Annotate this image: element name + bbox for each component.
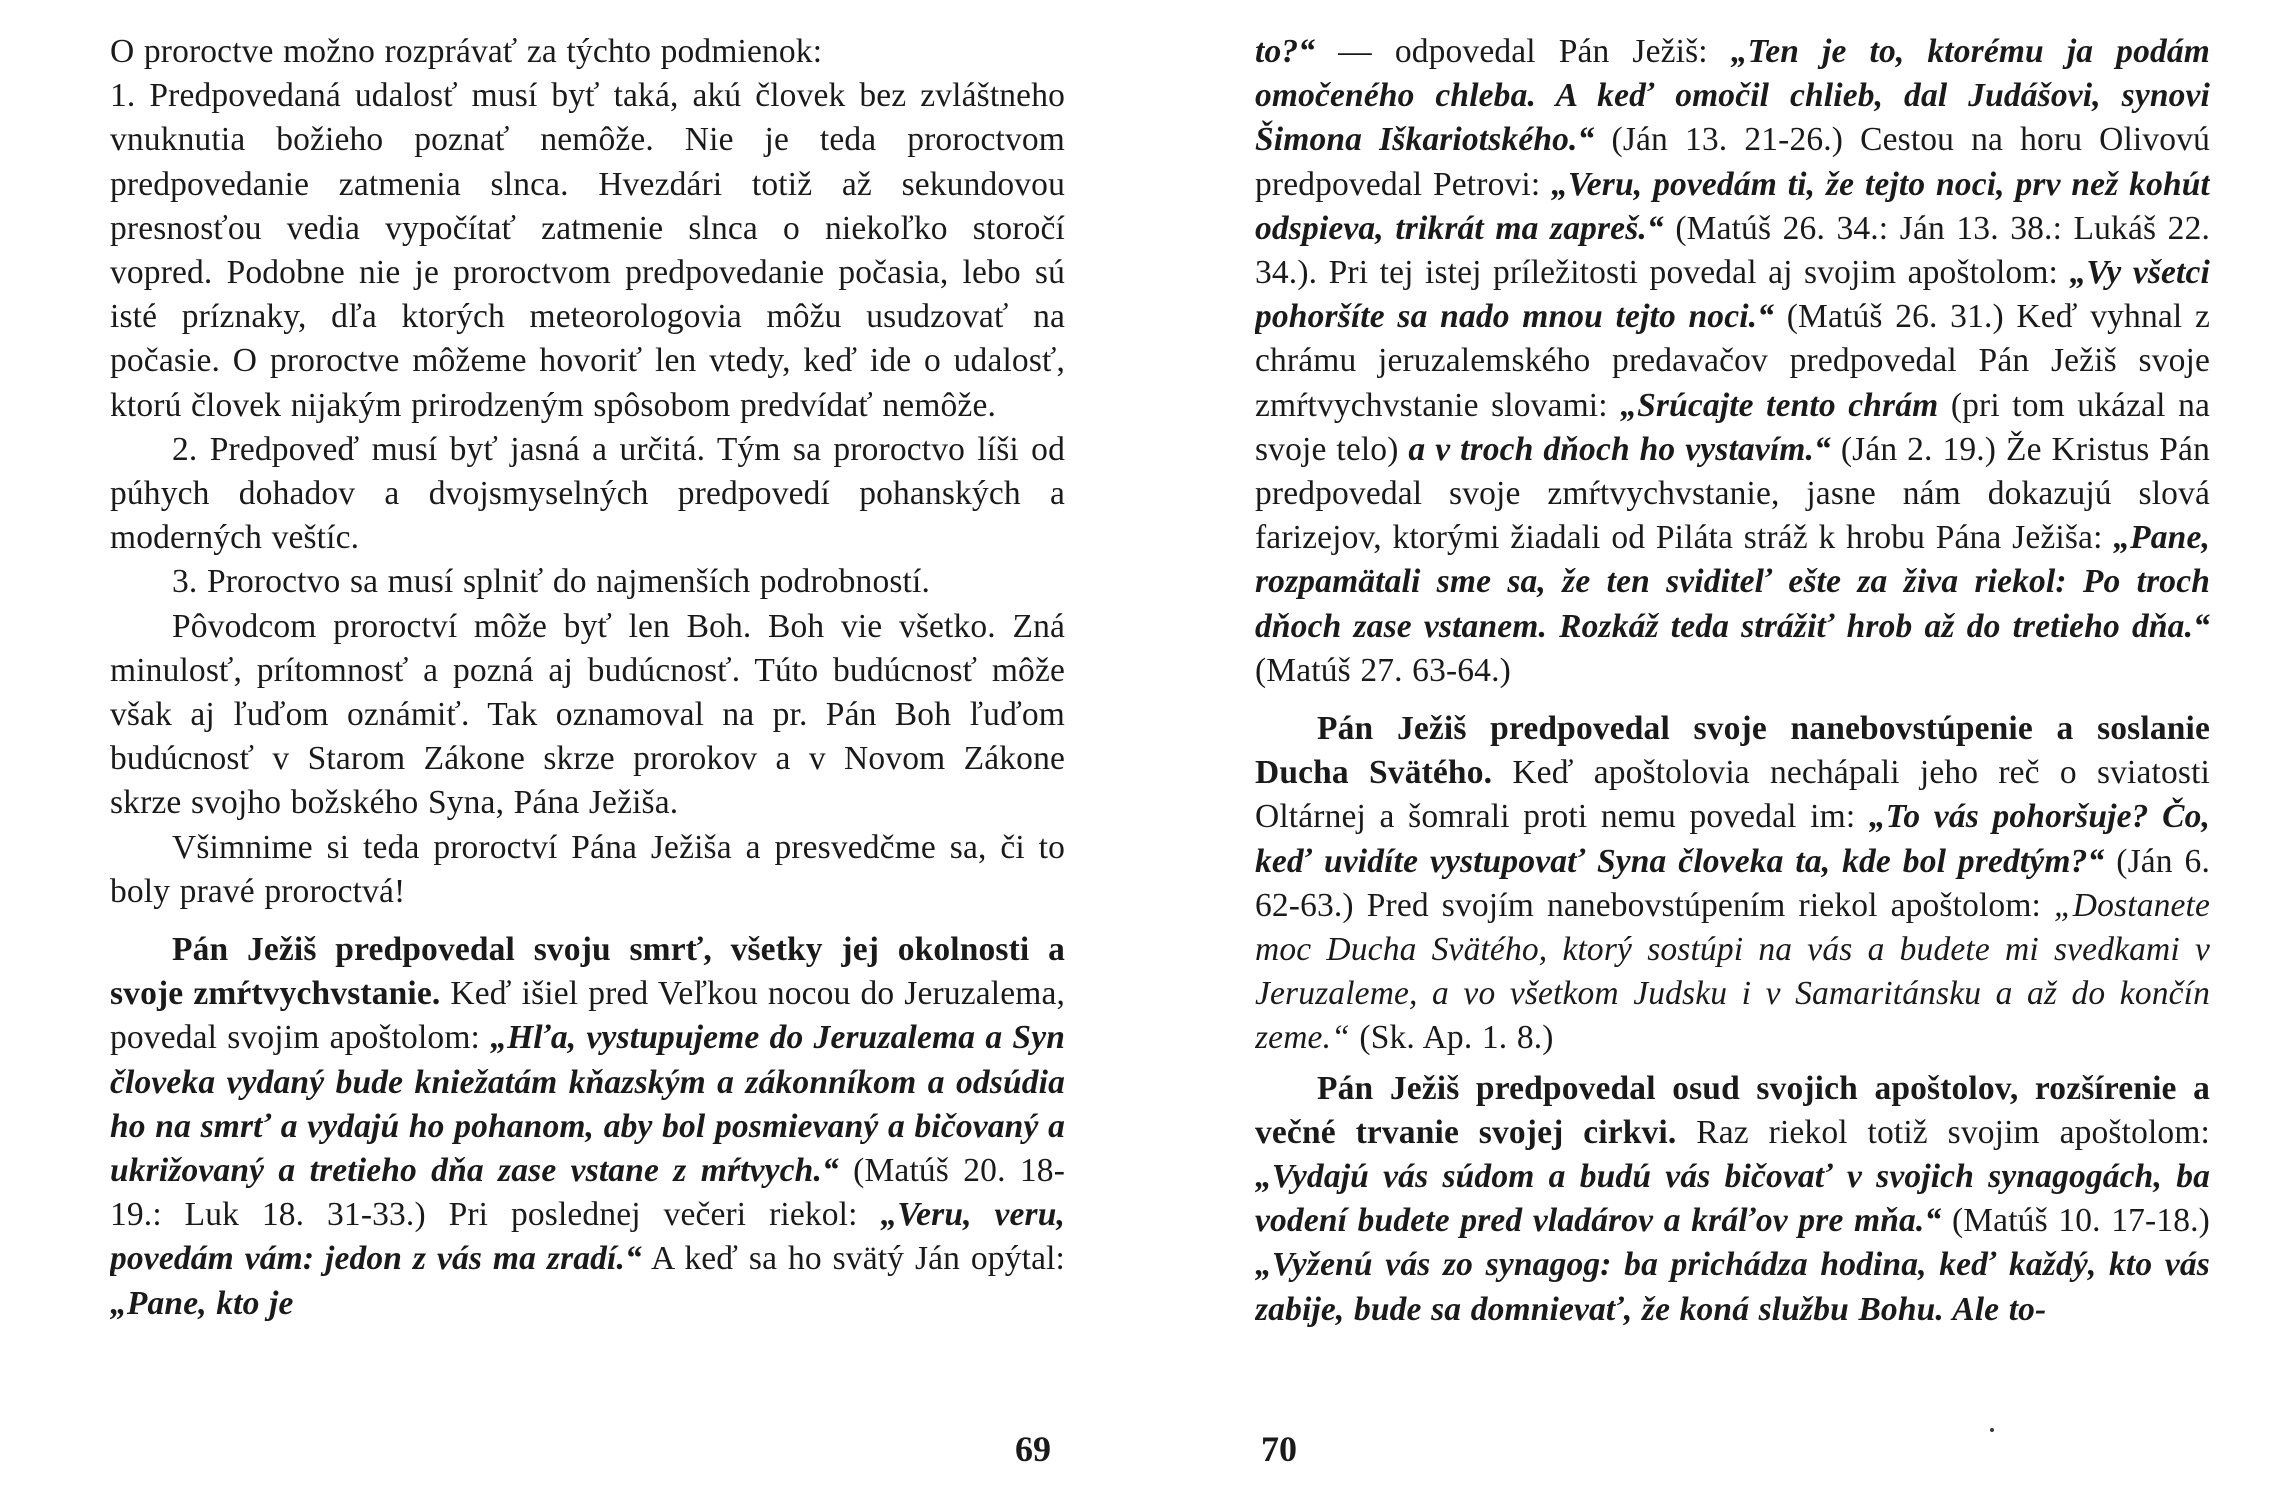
print-speck — [1990, 1428, 1994, 1432]
text-run: — odpovedal Pán Ježiš: — [1315, 33, 1731, 70]
bold-heading-run: Pán Ježiš predpovedal svoju smrť, všetky jej okolnosti a svoje zmŕtvychvstanie. — [110, 931, 1065, 1013]
text-run: (Matúš 27. 63-64.) — [1255, 651, 1511, 689]
text-run: 1. Predpovedaná udalosť musí byť taká, akú človek bez zvláštneho vnuknutia božieho poznať nemôže. Nie je teda proroctvom predpovedanie zatmenia slnca. Hvezdári totiž až sekundovou presnosťou vedia vypočítať zatmenie slnca o niekoľko storočí vopred. Podobne nie je proroctvom predpovedanie počasia, lebo sú isté príznaky, dľa ktorých meteorologovia môžu usudzovať na počasie. O proroctve môžeme hovoriť len vtedy, keď ide o udalosť, ktorú človek nijakým prirodzeným spôsobom predvídať nemôže. — [110, 77, 1065, 424]
text-run: (Ján 6. 62-63.) Pred svojím nanebovstúpením riekol apoštolom: — [1255, 842, 2210, 924]
text-run: (Matúš 26. 34.: Ján 13. 38.: Lukáš 22. 34.). Pri tej istej príležitosti povedal aj svojim apoštolom: — [1255, 209, 2210, 292]
bold-italic-quote-run: „Hľa, vystupujeme do Jeruzalema a Syn človeka vydaný bude kniežatám kňazským a zákonníkom a odsúdia ho na smrť a vydajú ho pohanom, aby bol posmievaný a bičovaný a ukrižovaný a tretieho dňa zase vstane z mŕtvych.“ — [110, 1019, 1065, 1190]
text-run: (Ján 2. 19.) Že Kristus Pán predpovedal svoje zmŕtvychvstanie, jasne nám dokazujú slová farizejov, ktorými žiadali od Piláta stráž k hrobu Pána Ježiša: — [1255, 430, 2210, 557]
paragraph — [110, 428, 1065, 561]
text-run: Raz riekol totiž svojim apoštolom: — [1676, 1113, 2210, 1151]
bold-italic-quote-run: „Pane, rozpamätali sme sa, že ten sviditeľ ešte za živa riekol: Po troch dňoch zase vstanem. Rozkáž teda strážiť hrob až do tretieho dňa.“ — [1255, 519, 2210, 645]
italic-quote-run: „Dostanete moc Ducha Svätého, ktorý sostúpi na vás a budete mi svedkami v Jeruzaleme, a vo všetkom Judsku i v Samaritánsku a až do končín zeme.“ — [1255, 886, 2210, 1057]
bold-italic-quote-run: „To vás pohoršuje? Čo, keď uvidíte vystupovať Syna človeka ta, kde bol predtým?“ — [1255, 798, 2210, 880]
paragraph — [1255, 30, 2210, 693]
bold-italic-quote-run: „Veru, povedám ti, že tejto noci, prv než kohút odspieva, trikrát ma zapreš.“ — [1255, 165, 2210, 247]
bold-italic-quote-run: a v troch dňoch ho vystavím.“ — [1408, 430, 1831, 468]
bold-italic-quote-run: to?“ — [1255, 33, 1316, 70]
text-run: (Matúš 26. 31.) Keď vyhnal z chrámu jeruzalemského predavačov predpovedal Pán Ježiš svoje zmŕtvychvstanie slovami: — [1255, 298, 2210, 424]
bold-italic-quote-run: „Vyženú vás zo synagog: ba prichádza hodina, keď každý, kto vás zabije, bude sa domnievať, že koná službu Bohu. Ale to- — [1255, 1246, 2210, 1328]
text-run: (Sk. Ap. 1. 8.) — [1349, 1019, 1554, 1057]
right-page-text — [1255, 30, 2210, 1390]
page-number-left: 69 — [1015, 1429, 1051, 1469]
paragraph — [110, 928, 1065, 1326]
bold-heading-run: Pán Ježiš predpovedal osud svojich apoštolov, rozšírenie a večné trvanie svojej cirkvi. — [1255, 1069, 2210, 1151]
text-run: O proroctve možno rozprávať za týchto podmienok: — [110, 33, 823, 70]
left-page — [110, 30, 1065, 1470]
text-run: 2. Predpoveď musí byť jasná a určitá. Tým sa proroctvo líši od púhych dohadov a dvojsmyselných predpovedí pohanských a moderných veštíc. — [110, 430, 1065, 557]
bold-italic-quote-run: „Veru, veru, povedám vám: jedon z vás ma zradí.“ — [110, 1196, 1065, 1278]
paragraph — [110, 74, 1065, 428]
text-run: (Ján 13. 21-26.) Cestou na horu Olivovú predpovedal Petrovi: — [1255, 121, 2210, 203]
paragraph — [110, 605, 1065, 826]
text-run: (Matúš 10. 17-18.) — [1941, 1202, 2210, 1240]
text-run: Pôvodcom proroctví môže byť len Boh. Boh vie všetko. Zná minulosť, prítomnosť a pozná aj budúcnosť. Túto budúcnosť môže však aj ľuďom oznámiť. Tak oznamoval na pr. Pán Boh ľuďom budúcnosť v Starom Zákone skrze prorokov a v Novom Zákone skrze svojho božského Syna, Pána Ježiša. — [110, 607, 1065, 822]
bold-italic-quote-run: „Pane, kto je — [110, 1284, 294, 1322]
paragraph — [1255, 1067, 2210, 1332]
bold-heading-run: Pán Ježiš predpovedal svoje nanebovstúpenie a soslanie Ducha Svätého. — [1255, 710, 2210, 792]
paragraph — [1255, 707, 2210, 1061]
bold-italic-quote-run: „Vydajú vás súdom a budú vás bičovať v svojich synagogách, ba vodení budete pred vladárov a kráľov pre mňa.“ — [1255, 1158, 2210, 1240]
bold-italic-quote-run: „Srúcajte tento chrám — [1620, 386, 1939, 424]
text-run: A keď sa ho svätý Ján opýtal: — [641, 1240, 1065, 1278]
paragraph — [110, 826, 1065, 914]
text-run: Všimnime si teda proroctví Pána Ježiša a presvedčme sa, či to boly pravé proroctvá! — [110, 828, 1065, 910]
text-run: Keď apoštolovia nechápali jeho reč o sviatosti Oltárnej a šomrali proti nemu povedal im: — [1255, 754, 2210, 836]
text-run: Keď išiel pred Veľkou nocou do Jeruzalema, povedal svojim apoštolom: — [110, 975, 1065, 1057]
page-number-right: 70 — [1261, 1429, 1297, 1469]
right-page — [1255, 30, 2210, 1470]
text-run: 3. Proroctvo sa musí splniť do najmenších podrobností. — [172, 563, 930, 601]
left-page-text — [110, 30, 1065, 1390]
paragraph — [110, 30, 1065, 74]
bold-italic-quote-run: „Ten je to, ktorému ja podám omočeného chleba. A keď omočil chlieb, dal Judášovi, synovi Šimona Iškariotského.“ — [1255, 33, 2210, 159]
paragraph — [110, 560, 1065, 604]
text-run: (pri tom ukázal na svoje telo) — [1255, 386, 2210, 468]
bold-italic-quote-run: „Vy všetci pohoršíte sa nado mnou tejto noci.“ — [1255, 254, 2210, 336]
text-run: (Matúš 20. 18-19.: Luk 18. 31-33.) Pri poslednej večeri riekol: — [110, 1152, 1065, 1234]
